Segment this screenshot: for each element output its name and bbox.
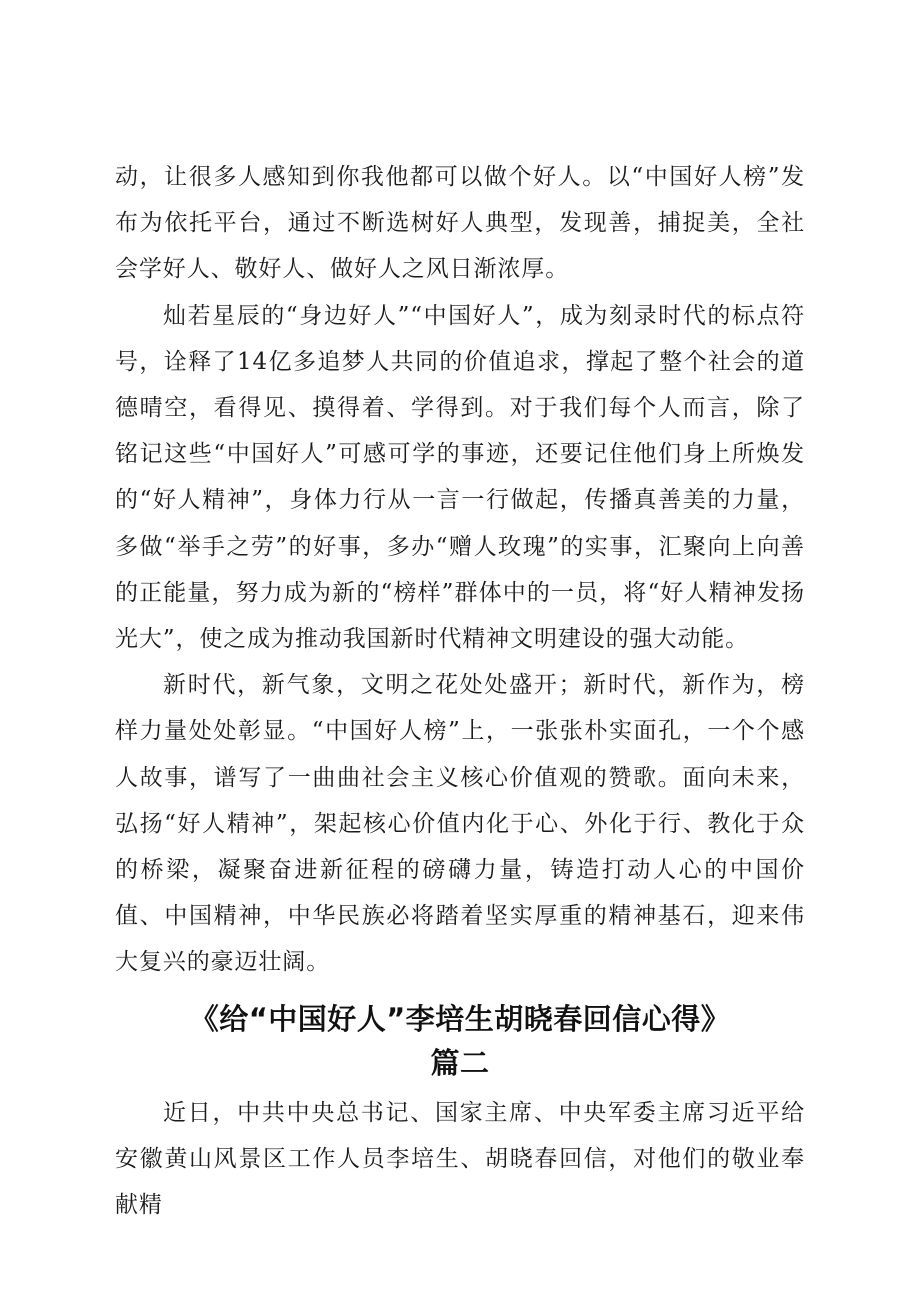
paragraph-1: 动，让很多人感知到你我他都可以做个好人。以“中国好人榜”发布为依托平台，通过不断选树好人典型，发现善，捕捉美，全社会学好人、敬好人、做好人之风日渐浓厚。 — [115, 164, 805, 283]
section-paragraph-1: 近日，中共中央总书记、国家主席、中央军委主席习近平给安徽黄山风景区工作人员李培生、胡晓春回信，对他们的敬业奉献精 — [115, 1099, 805, 1219]
document-body — [115, 154, 805, 1228]
section-title: 《给“中国好人”李培生胡晓春回信心得》 — [189, 1001, 731, 1036]
paragraph-3: 新时代，新气象，文明之花处处盛开；新时代，新作为，榜样力量处处彰显。“中国好人榜”上，一张张朴实面孔，一个个感人故事，谱写了一曲曲社会主义核心价值观的赞歌。面向未来，弘扬“好人精神”，架起核心价值内化于心、外化于行、教化于众的桥梁，凝聚奋进新征程的磅礴力量，铸造打动人心的中国价值、中国精神，中华民族必将踏着坚实厚重的精神基石，迎来伟大复兴的豪迈壮阔。 — [115, 672, 805, 976]
paragraph-2: 灿若星辰的“身边好人”“中国好人”，成为刻录时代的标点符号，诠释了14亿多追梦人共同的价值追求，撑起了整个社会的道德晴空，看得见、摸得着、学得到。对于我们每个人而言，除了铭记这些“中国好人”可感可学的事迹，还要记住他们身上所焕发的“好人精神”，身体力行从一言一行做起，传播真善美的力量，多做“举手之劳”的好事，多办“赠人玫瑰”的实事，汇聚向上向善的正能量，努力成为新的“榜样”群体中的一员，将“好人精神发扬光大”，使之成为推动我国新时代精神文明建设的强大动能。 — [115, 302, 805, 653]
section-subtitle: 篇二 — [430, 1045, 490, 1080]
